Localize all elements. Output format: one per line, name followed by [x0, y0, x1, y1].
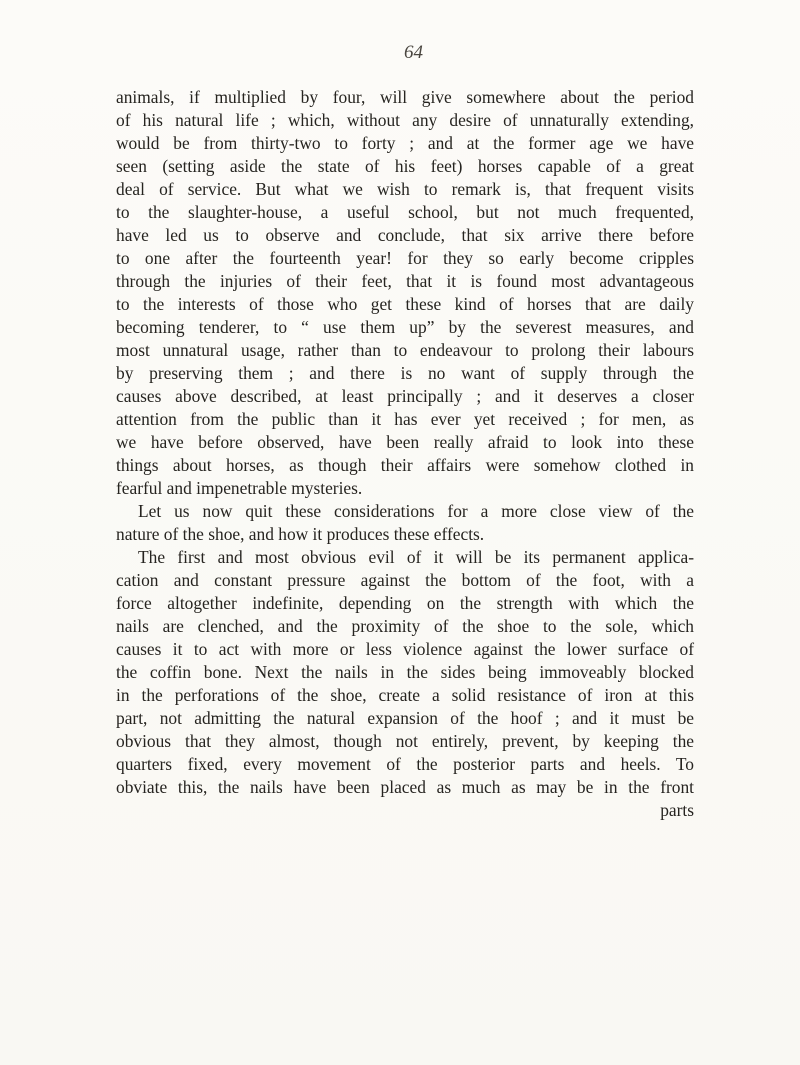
text-line: by preserving them ; and there is no want of supply through the — [116, 363, 694, 383]
text-line: fearful and impenetrable mysteries. — [116, 478, 363, 498]
text-line: animals, if multiplied by four, will give somewhere about the period — [116, 87, 694, 107]
text-line: part, not admitting the natural expansion of the hoof ; and it must be — [116, 708, 694, 728]
text-line: through the injuries of their feet, that it is found most advantageous — [116, 271, 694, 291]
text-line: to the interests of those who get these kind of horses that are daily — [116, 294, 694, 314]
text-line: force altogether indefinite, depending on the strength with which the — [116, 593, 694, 613]
text-line: cation and constant pressure against the bottom of the foot, with a — [116, 570, 694, 590]
text-line: causes it to act with more or less violence against the lower surface of — [116, 639, 694, 659]
text-line: most unnatural usage, rather than to endeavour to prolong their labours — [116, 340, 694, 360]
text-line: the coffin bone. Next the nails in the sides being immoveably blocked — [116, 662, 694, 682]
text-line: have led us to observe and conclude, that six arrive there before — [116, 225, 694, 245]
text-line: causes above described, at least principally ; and it deserves a closer — [116, 386, 694, 406]
text-line: to one after the fourteenth year! for they so early become cripples — [116, 248, 694, 268]
text-line: to the slaughter-house, a useful school, but not much frequented, — [116, 202, 694, 222]
text-line: obvious that they almost, though not entirely, prevent, by keeping the — [116, 731, 694, 751]
page-number: 64 — [404, 42, 423, 63]
text-line: seen (setting aside the state of his feet) horses capable of a great — [116, 156, 694, 176]
text-line: Let us now quit these considerations for a more close view of the — [138, 501, 694, 521]
text-line: nature of the shoe, and how it produces these effects. — [116, 524, 485, 544]
body-text — [116, 86, 694, 822]
text-line: nails are clenched, and the proximity of the shoe to the sole, which — [116, 616, 694, 636]
text-line: becoming tenderer, to “ use them up” by the severest measures, and — [116, 317, 694, 337]
text-line: attention from the public than it has ever yet received ; for men, as — [116, 409, 694, 429]
text-line: we have before observed, have been really afraid to look into these — [116, 432, 694, 452]
catchword: parts — [660, 800, 694, 820]
text-line: things about horses, as though their affairs were somehow clothed in — [116, 455, 694, 475]
text-line: would be from thirty-two to forty ; and at the former age we have — [116, 133, 694, 153]
text-line: The first and most obvious evil of it will be its permanent applica- — [138, 547, 694, 567]
text-line: of his natural life ; which, without any desire of unnaturally extending, — [116, 110, 694, 130]
text-line: obviate this, the nails have been placed as much as may be in the front — [116, 777, 694, 797]
text-line: in the perforations of the shoe, create a solid resistance of iron at this — [116, 685, 694, 705]
text-line: deal of service. But what we wish to remark is, that frequent visits — [116, 179, 694, 199]
text-line: quarters fixed, every movement of the posterior parts and heels. To — [116, 754, 694, 774]
